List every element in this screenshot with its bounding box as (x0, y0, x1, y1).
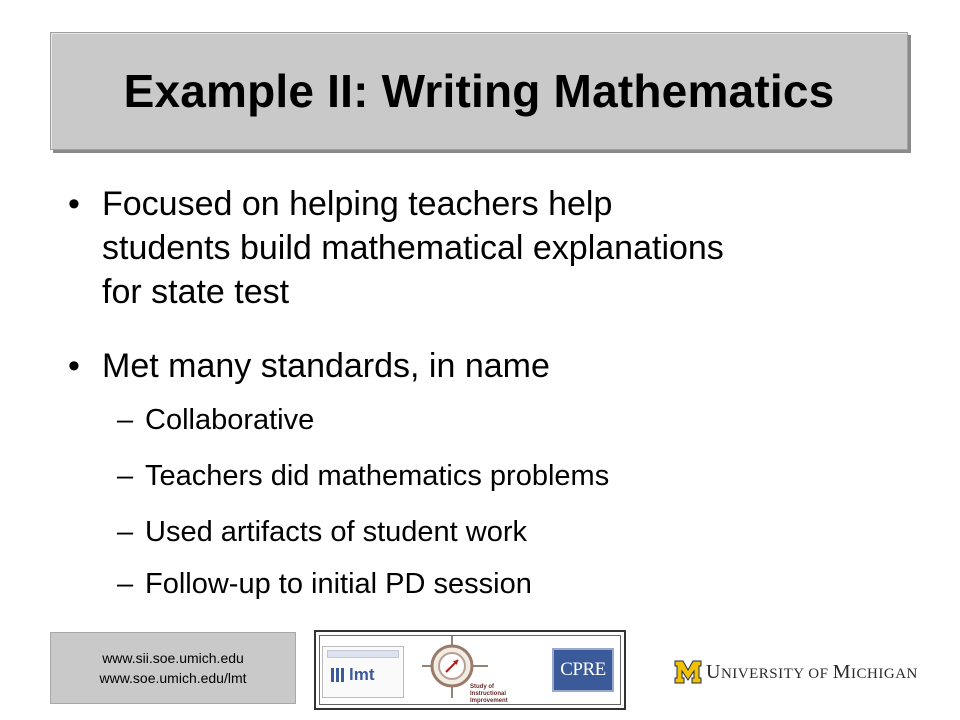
sub-bullet-text: Used artifacts of student work (145, 516, 527, 548)
sub-bullet-item (117, 402, 905, 438)
sub-bullet-item (117, 514, 905, 550)
sub-bullet-marker: – (117, 460, 134, 492)
bullet-line: Met many standards, in name (102, 347, 550, 385)
sub-bullet-text: Follow-up to initial PD session (145, 568, 532, 600)
bullet-marker: • (68, 347, 80, 385)
sub-bullet-item (117, 458, 905, 494)
footer-url-lmt: www.soe.umich.edu/lmt (99, 670, 247, 686)
block-m-icon (674, 660, 702, 684)
footer-url-box (50, 632, 296, 704)
lmt-icon (331, 668, 345, 682)
sub-bullet-marker: – (117, 516, 134, 548)
sub-bullet-marker: – (117, 568, 134, 600)
slide-title-box (50, 32, 908, 150)
umich-wordmark: UNIVERSITY OF MICHIGAN (706, 660, 918, 683)
umich-logo (674, 652, 918, 692)
cpre-wordmark: CPRE (560, 659, 606, 680)
sub-bullet-text: Collaborative (145, 404, 315, 436)
bullet-item (68, 344, 902, 388)
partner-logos-frame (314, 630, 626, 710)
lmt-logo (322, 646, 404, 698)
bullet-line: students build mathematical explanations (102, 229, 724, 267)
bullet-marker: • (68, 185, 80, 223)
bullet-line: Focused on helping teachers help (102, 185, 613, 223)
sub-bullet-text: Teachers did mathematics problems (145, 460, 610, 492)
cpre-logo (552, 648, 614, 692)
sii-logo (418, 636, 518, 706)
slide-title: Example II: Writing Mathematics (123, 65, 835, 117)
sub-bullet-item (117, 566, 905, 602)
footer-url-sii: www.sii.soe.umich.edu (102, 650, 244, 666)
sub-bullet-marker: – (117, 404, 134, 436)
lmt-wordmark: lmt (349, 665, 375, 684)
bullet-item (68, 182, 902, 314)
sii-caption: Study of Instructional Improvement (470, 684, 508, 704)
bullet-line: for state test (102, 273, 290, 311)
